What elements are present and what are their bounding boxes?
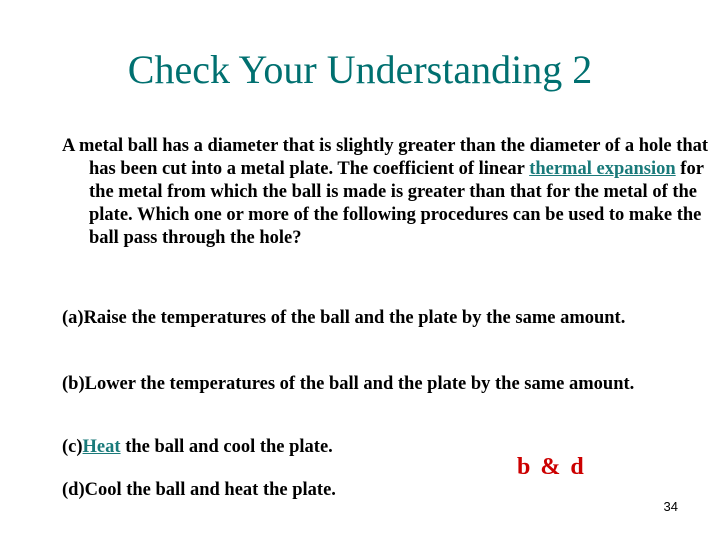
option-b: (b)Lower the temperatures of the ball and the plate by the same amount. bbox=[62, 374, 635, 394]
option-c-prefix: (c) bbox=[62, 437, 83, 457]
page-number: 34 bbox=[663, 499, 678, 514]
question-text bbox=[62, 135, 712, 250]
option-c bbox=[62, 436, 462, 459]
option-c-rest: the ball and cool the plate. bbox=[120, 437, 333, 457]
slide-title: Check Your Understanding 2 bbox=[127, 47, 593, 92]
heat-link[interactable]: Heat bbox=[82, 437, 121, 457]
question-text-end: for the metal from which the ball is made is greater than that for the metal of the plate. Which one or more of the following procedures can be used to make the ball pass through the hole? bbox=[89, 159, 704, 248]
thermal-expansion-link[interactable]: thermal expansion bbox=[529, 159, 676, 179]
question-text-start: A metal ball has a diameter that is slightly greater than the diameter of a hole that has been cut into a metal plate. The coefficient of linear bbox=[62, 136, 709, 179]
option-d: (d)Cool the ball and heat the plate. bbox=[62, 480, 336, 500]
option-a: (a)Raise the temperatures of the ball and the plate by the same amount. bbox=[62, 308, 626, 328]
answer-text: b & d bbox=[517, 454, 586, 480]
